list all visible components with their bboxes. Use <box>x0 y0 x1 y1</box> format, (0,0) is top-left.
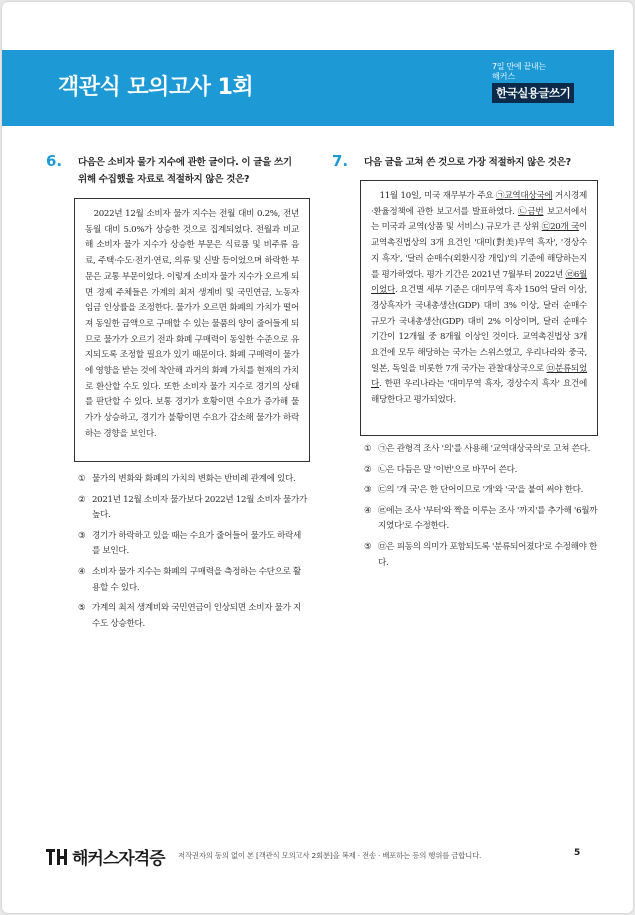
choice-text: ㉡은 다듬은 말 '이번'으로 바꾸어 쓴다. <box>378 464 518 475</box>
passage-segment: . 한편 우리나라는 '대미무역 흑자, 경상수지 흑자' 요건에 해당한다고 평가되었다. <box>371 379 587 406</box>
choice-item[interactable] <box>78 529 308 560</box>
choice-marker: ④ <box>78 566 86 577</box>
passage-segment: . 요건별 세부 기준은 대미무역 흑자 150억 달러 이상, 경상흑자가 국내총생산(GDP) 대비 3% 이상, 달러 순매수 규모가 국내총생산(GDP) 대비 2% 이상이며, 달러 순매수 기간이 12개월 중 8개월 이상인 것이다. 교역촉진법상 3개 요건에 모두 해당하는 국가는 스위스였고, 우리나라와 중국, 일본, 독일을 비롯한 7개 국가는 관찰대상국으로 <box>371 285 587 374</box>
choice-text: ㉣에는 조사 '부터'와 짝을 이루는 조사 '까지'를 추가해 '6월까지였다'로 수정한다. <box>378 505 598 532</box>
choice-marker: ② <box>78 494 86 505</box>
choice-marker: ⑤ <box>364 541 372 552</box>
question-6-choices <box>78 472 308 637</box>
choice-item[interactable] <box>78 493 308 524</box>
footer-logo-text: 해커스자격증 <box>72 849 165 869</box>
passage-segment: 보고서에서는 미국과 교역(상품 및 서비스) 규모가 큰 상위 <box>371 206 587 233</box>
choice-item[interactable] <box>78 472 308 488</box>
brand-sub: 해커스 <box>492 72 516 81</box>
choice-text: ㉤은 피동의 의미가 포함되도록 '분류되어졌다'로 수정해야 한다. <box>378 541 598 568</box>
choice-marker: ③ <box>78 530 86 541</box>
choice-text: 경기가 하락하고 있을 때는 수요가 줄어들어 물가도 하락세를 보인다. <box>92 530 302 557</box>
choice-marker: ① <box>78 474 86 484</box>
page <box>2 2 633 913</box>
choice-text: 물가의 변화와 화폐의 가치의 변화는 반비례 관계에 있다. <box>92 474 296 484</box>
choice-item[interactable] <box>364 483 598 499</box>
question-6-passage: 2022년 12월 소비자 물가 지수는 전월 대비 0.2%, 전년 동월 대비 5.0%가 상승한 것으로 집계되었다. 전월과 비교해 소비자 물가 지수가 상승한 부문은 식료품 및 비주류 음료, 주택·수도·전기·연료, 의류 및 신발 등이었으며 하락한 부문은 교통 부문이었다. 이렇게 소비자 물가 지수가 오르게 되면 경제 주체들은 가계의 최저 생계비 및 국민연금, 노동자 임금 인상률을 조정한다. 물가가 오르면 화폐의 가치가 떨어져 동일한 금액으로 구매할 수 있는 물품의 양이 줄어들게 되므로 물가가 오르기 전과 화폐 구매력이 동일한 수준으로 유지되도록 조정할 필요가 있기 때문이다. 화폐 구매력이 물가에 영향을 받는 것에 착안해 과거의 화폐 가치를 현재의 가치로 환산할 수도 있다. 또한 소비자 물가 지수로 경기의 상태를 판단할 수 있다. 보통 경기가 호황이면 수요가 증가해 물가가 상승하고, 경기가 불황이면 수요가 감소해 물가가 하락하는 경향을 보인다. <box>85 209 299 439</box>
question-6-number: 6. <box>46 152 63 170</box>
hackers-logo-icon <box>46 847 68 867</box>
passage-segment: 11월 10일, 미국 재무부가 주요 <box>379 191 496 201</box>
choice-text: ㉢의 '개 국'은 한 단어이므로 '개'와 '국'을 붙여 써야 한다. <box>378 485 584 496</box>
passage-segment: 거시경제·환율정책에 관한 보고서를 발표하였다. <box>371 191 587 217</box>
choice-marker: ⑤ <box>78 603 86 614</box>
underlined-target-a: ㉠교역대상국에 <box>495 191 553 201</box>
underlined-target-d: ㉣6월이었다 <box>371 269 587 296</box>
underlined-target-b: ㉡금번 <box>518 206 544 217</box>
choice-item[interactable] <box>364 504 598 535</box>
passage-segment: 이 교역촉진법상의 3개 요건인 '대미(對美)무역 흑자', '경상수지 흑자', '달러 순매수(외환시장 개입)'의 기준에 해당하는지를 평가하였다. 평가 기간은 2021년 7월부터 2022년 <box>371 222 587 280</box>
footer-logo <box>46 844 165 869</box>
question-7-number: 7. <box>332 152 349 170</box>
choice-marker: ③ <box>364 485 372 496</box>
question-7-passage-box <box>360 180 598 436</box>
underlined-target-c: ㉢20개 국 <box>541 222 579 233</box>
copyright-notice: 저작권자의 동의 없이 본 [객관식 모의고사 2회분]을 복제 · 전송 · 배포하는 등의 행위를 금합니다. <box>178 851 482 860</box>
choice-marker: ④ <box>364 505 372 516</box>
question-6-text: 다음은 소비자 물가 지수에 관한 글이다. 이 글을 쓰기 위해 수집했을 자료로 적절하지 않은 것은? <box>78 157 292 185</box>
choice-text: ㉠은 관형격 조사 '의'를 사용해 '교역대상국의'로 고쳐 쓴다. <box>378 444 591 454</box>
header-banner <box>2 50 614 126</box>
choice-item[interactable] <box>364 463 598 479</box>
brand-tagline: 7일 만에 끝내는 <box>492 62 546 71</box>
brand-name: 한국실용글쓰기 <box>492 83 574 103</box>
choice-marker: ① <box>364 444 372 454</box>
choice-item[interactable] <box>78 601 308 632</box>
underlined-target-e: ㉤분류되었다 <box>371 363 587 390</box>
choice-item[interactable] <box>78 565 308 596</box>
choice-item[interactable] <box>364 442 598 458</box>
question-7-choices <box>364 442 598 576</box>
footer <box>2 840 633 870</box>
question-6-passage-box <box>74 198 310 462</box>
choice-text: 가계의 최저 생계비와 국민연금이 인상되면 소비자 물가 지수도 상승한다. <box>92 603 302 629</box>
choice-marker: ② <box>364 464 372 475</box>
page-number: 5 <box>574 848 581 858</box>
choice-item[interactable] <box>364 540 598 571</box>
page-title: 객관식 모의고사 1회 <box>58 75 254 100</box>
question-7-passage <box>371 189 587 409</box>
choice-text: 소비자 물가 지수는 화폐의 구매력을 측정하는 수단으로 활용할 수 있다. <box>92 566 302 593</box>
question-7-text: 다음 글을 고쳐 쓴 것으로 가장 적절하지 않은 것은? <box>364 157 571 168</box>
choice-text: 2021년 12월 소비자 물가보다 2022년 12월 소비자 물가가 높다. <box>92 494 308 521</box>
brand-block <box>492 62 602 103</box>
